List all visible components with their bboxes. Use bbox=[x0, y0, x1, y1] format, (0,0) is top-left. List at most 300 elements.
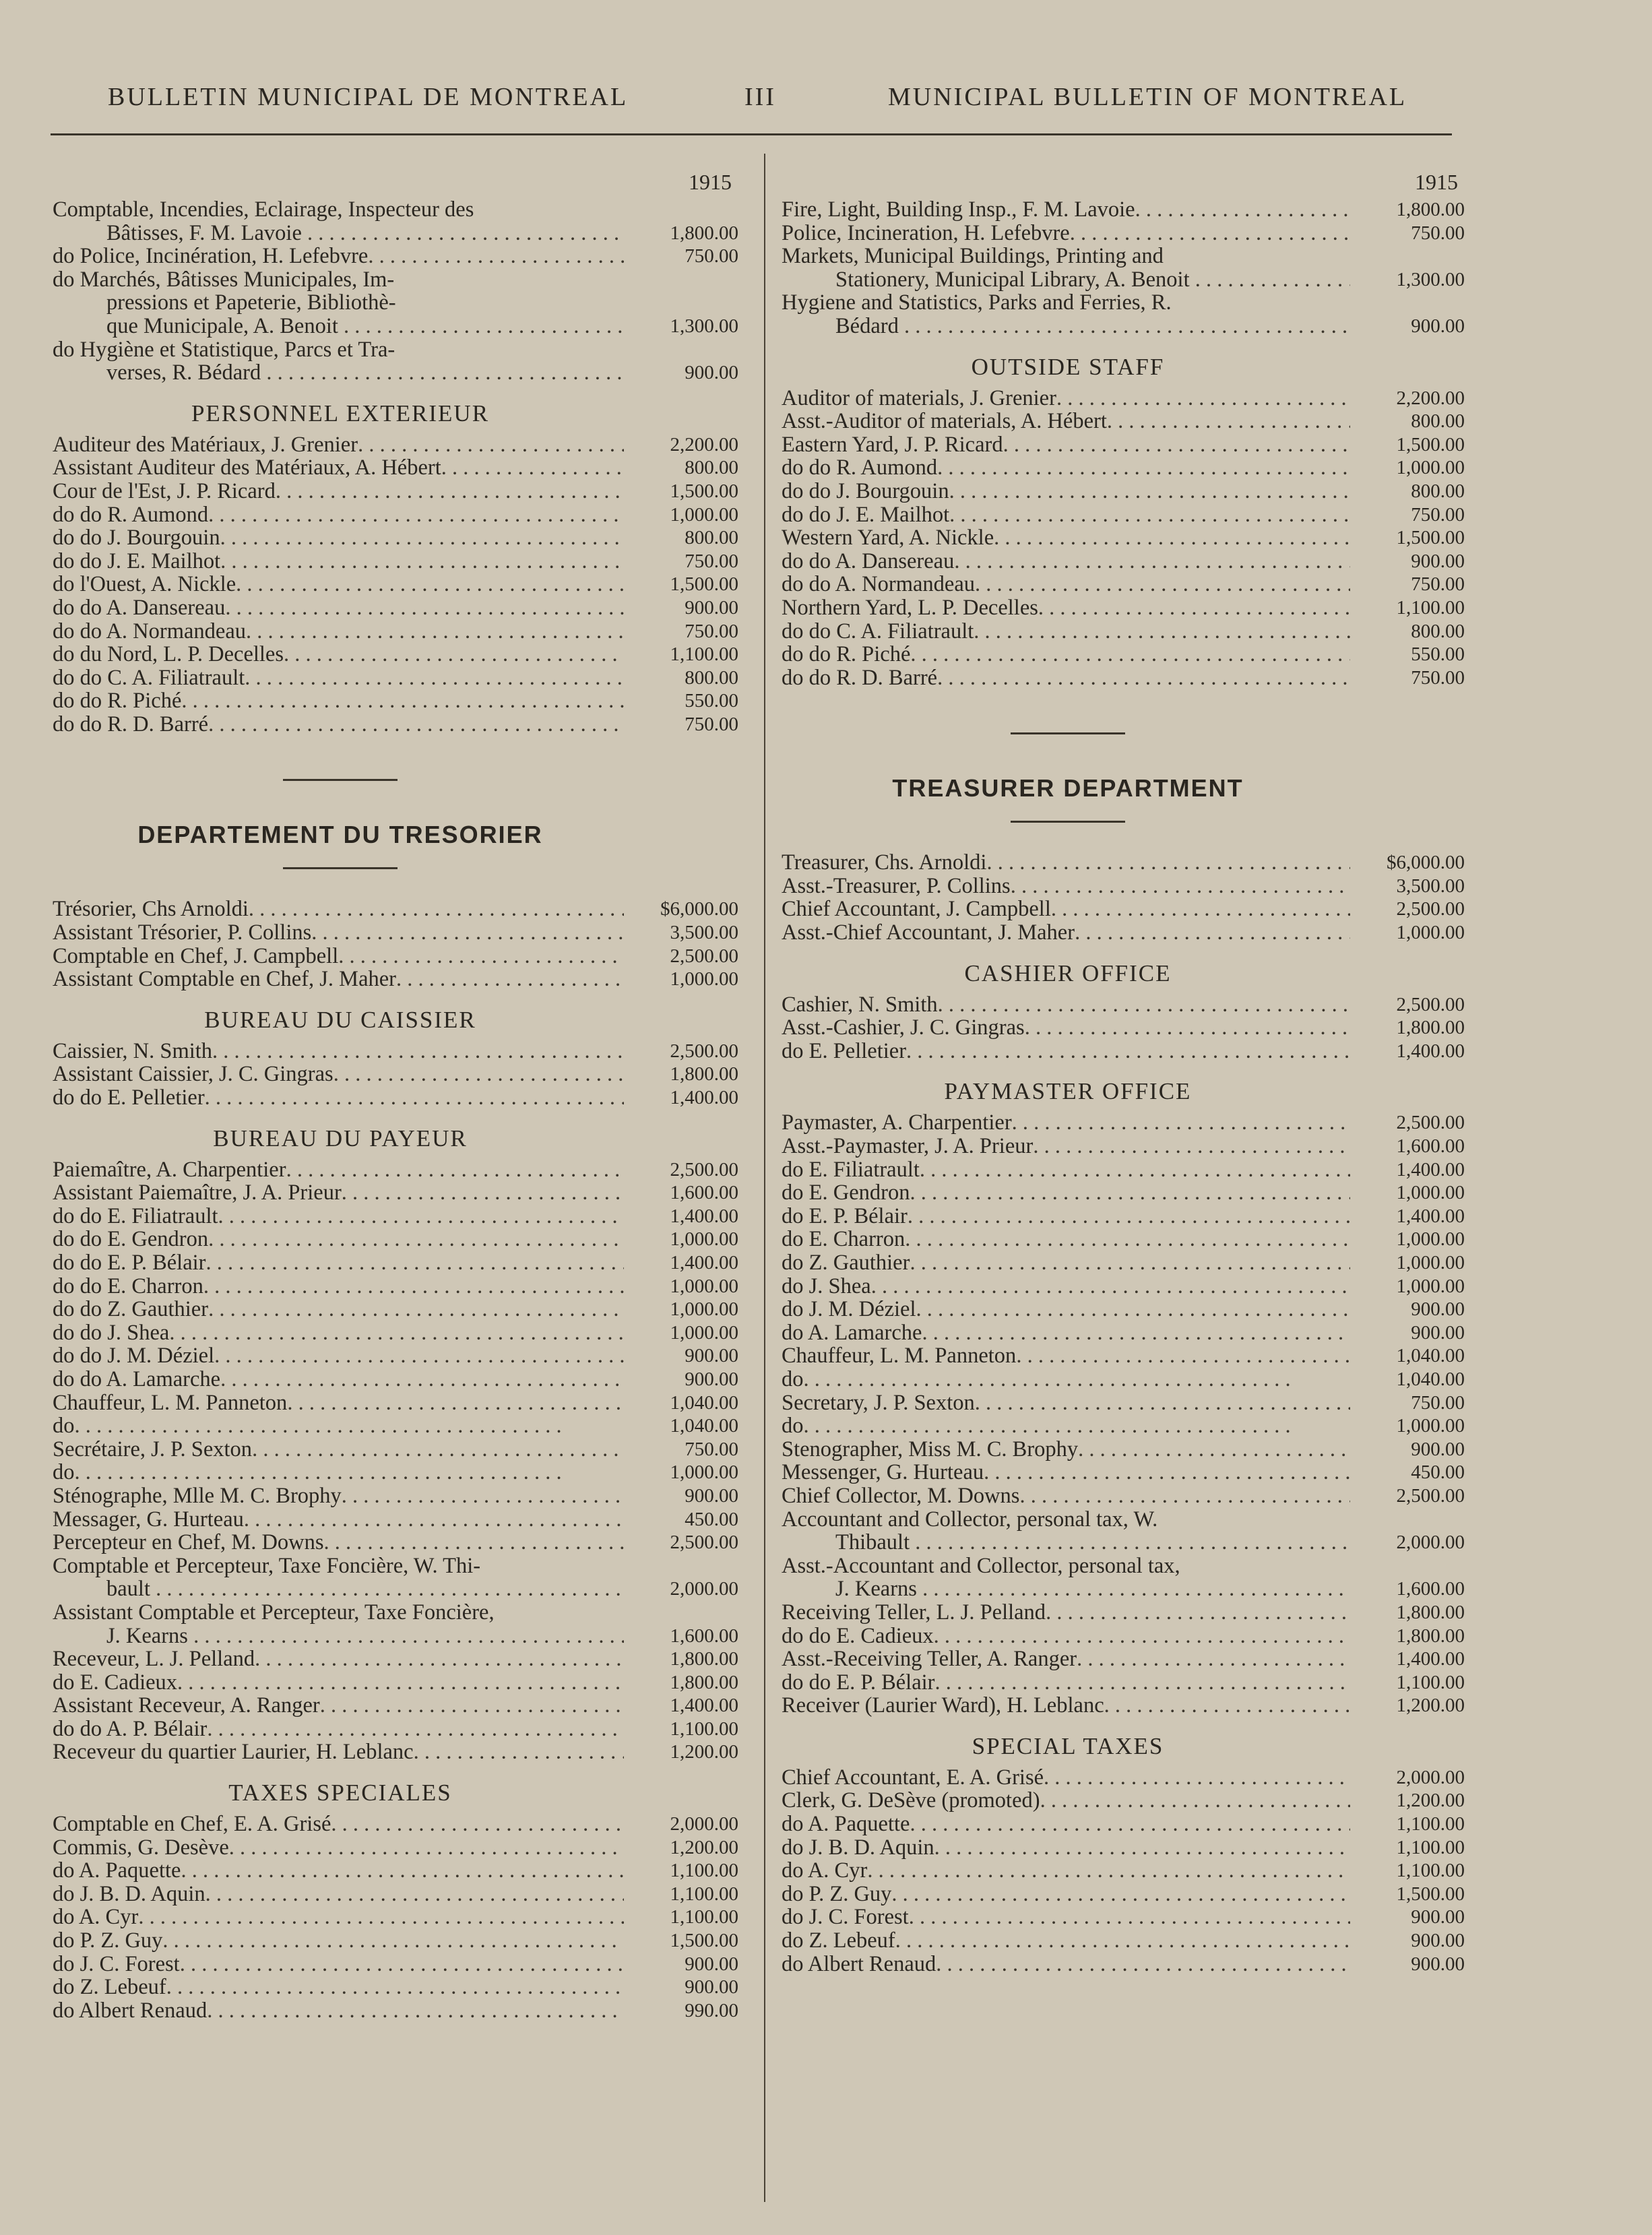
special-taxes-staff-amount: 900.00 bbox=[1411, 1953, 1465, 1975]
outside-staff-label-text: do do R. Piché . . . bbox=[782, 643, 1350, 666]
paymaster-staff-label bbox=[782, 1205, 1350, 1228]
paymaster-staff-amount: 1,040.00 bbox=[670, 1415, 738, 1437]
paymaster-staff-row bbox=[53, 1205, 742, 1228]
paymaster-staff-row bbox=[53, 1228, 742, 1251]
special-taxes-staff-amount: 1,100.00 bbox=[1396, 1813, 1465, 1835]
section-rule bbox=[283, 779, 398, 781]
special-taxes-staff-row bbox=[53, 1836, 742, 1860]
outside-staff-amount: 750.00 bbox=[1411, 503, 1465, 526]
paymaster-staff-label-text: Chauffeur, L. M. Panneton . . . bbox=[53, 1391, 624, 1415]
paymaster-staff-label-text: do do Z. Gauthier . . . bbox=[53, 1298, 624, 1321]
paymaster-staff-label-text: do do A. Lamarche . . . bbox=[53, 1368, 624, 1391]
outside-staff-label-text: Auditor of materials, J. Grenier . . . bbox=[782, 387, 1350, 410]
treasurer-staff-amount: 3,500.00 bbox=[670, 922, 738, 944]
outside-staff-label-text: do do A. Dansereau . . . bbox=[53, 596, 624, 620]
paymaster-staff-amount: 1,000.00 bbox=[1396, 1228, 1465, 1251]
paymaster-staff-label bbox=[53, 1251, 624, 1275]
special-taxes-staff-amount: 1,500.00 bbox=[670, 1930, 738, 1952]
special-taxes-staff-label bbox=[782, 1789, 1350, 1813]
paymaster-staff-label-line: J. Kearns . . . bbox=[53, 1625, 624, 1648]
paymaster-staff-label-text: Percepteur en Chef, M. Downs . . . bbox=[53, 1531, 624, 1554]
office-staff-label-line: Bâtisses, F. M. Lavoie . . . bbox=[53, 222, 624, 245]
office-staff-label-line: Police, Incineration, H. Lefebvre . . . bbox=[782, 222, 1350, 245]
special-taxes-staff-label bbox=[53, 1813, 624, 1836]
outside-staff-row bbox=[53, 713, 742, 736]
special-taxes-staff-label bbox=[53, 1953, 624, 1976]
outside-staff-label bbox=[782, 503, 1350, 527]
outside-staff-label-text: do do R. Aumond . . . bbox=[53, 503, 624, 527]
outside-staff-label-text: do do J. E. Mailhot . . . bbox=[53, 550, 624, 573]
paymaster-staff-label bbox=[782, 1158, 1350, 1182]
office-staff-amount: 900.00 bbox=[1411, 315, 1465, 337]
paymaster-staff-amount: 1,000.00 bbox=[670, 1228, 738, 1251]
outside-staff-label bbox=[782, 666, 1350, 690]
office-staff-amount: 900.00 bbox=[685, 362, 738, 384]
paymaster-staff-label bbox=[53, 1484, 624, 1508]
paymaster-staff-label-text: do do E. P. Bélair . . . bbox=[53, 1251, 624, 1275]
paymaster-staff-label-text: do do J. Shea . . . bbox=[53, 1321, 624, 1345]
paymaster-staff-label bbox=[53, 1601, 624, 1647]
office-staff-row bbox=[53, 268, 742, 338]
header-rule bbox=[51, 133, 1452, 135]
cashier-staff-row bbox=[53, 1040, 742, 1063]
paymaster-staff-label bbox=[53, 1344, 624, 1368]
cashier-staff-row bbox=[782, 1016, 1469, 1040]
paymaster-staff-amount: 1,400.00 bbox=[1396, 1158, 1465, 1181]
spacer bbox=[53, 736, 742, 779]
office-staff-row bbox=[782, 222, 1469, 245]
special-taxes-staff-amount: 900.00 bbox=[1411, 1906, 1465, 1928]
special-taxes-staff-label-text: do J. B. D. Aquin . . . bbox=[53, 1883, 624, 1906]
paymaster-staff-row bbox=[782, 1344, 1469, 1368]
paymaster-staff-amount: 1,100.00 bbox=[1396, 1671, 1465, 1693]
outside-staff-label bbox=[782, 387, 1350, 410]
office-staff-row bbox=[53, 198, 742, 245]
paymaster-staff-row bbox=[782, 1694, 1469, 1718]
treasurer-staff-amount: 2,500.00 bbox=[1396, 898, 1465, 920]
paymaster-staff-row bbox=[53, 1647, 742, 1671]
special-taxes-staff-row bbox=[782, 1929, 1469, 1953]
paymaster-staff-amount: 2,000.00 bbox=[1396, 1532, 1465, 1554]
cashier-staff-amount: 1,800.00 bbox=[1396, 1017, 1465, 1039]
special-taxes-staff-row bbox=[53, 1859, 742, 1883]
cashier-staff-label-text: Asst.-Cashier, J. C. Gingras . . . bbox=[782, 1016, 1350, 1040]
paymaster-staff-amount: 1,600.00 bbox=[1396, 1578, 1465, 1600]
paymaster-staff-row bbox=[53, 1740, 742, 1764]
treasurer-staff-amount: 1,000.00 bbox=[1396, 922, 1465, 944]
outside-staff-row bbox=[782, 573, 1469, 596]
office-staff-row bbox=[53, 338, 742, 385]
paymaster-staff-amount: 1,040.00 bbox=[1396, 1345, 1465, 1367]
paymaster-staff-label bbox=[53, 1531, 624, 1554]
outside-staff-label bbox=[782, 410, 1350, 433]
special-taxes-staff-label bbox=[53, 1883, 624, 1906]
special-taxes-staff-label bbox=[782, 1953, 1350, 1976]
paymaster-staff-amount: 1,200.00 bbox=[670, 1741, 738, 1763]
special-taxes-staff-label bbox=[782, 1836, 1350, 1860]
special-taxes-staff-label-text: do P. Z. Guy . . . bbox=[782, 1883, 1350, 1906]
paymaster-staff-row bbox=[782, 1554, 1469, 1601]
outside-staff-amount: 750.00 bbox=[685, 620, 738, 642]
section-heading-outside-staff: PERSONNEL EXTERIEUR bbox=[191, 400, 490, 427]
office-staff-label-line: pressions et Papeterie, Bibliothè- bbox=[106, 291, 396, 315]
office-staff-row bbox=[782, 291, 1469, 338]
special-taxes-staff-row bbox=[782, 1789, 1469, 1813]
paymaster-staff-amount: 1,400.00 bbox=[670, 1205, 738, 1227]
paymaster-staff-label bbox=[53, 1671, 624, 1695]
paymaster-staff-amount: 1,200.00 bbox=[1396, 1695, 1465, 1717]
outside-staff-label-text: do do R. Piché . . . bbox=[53, 689, 624, 713]
paymaster-staff-label bbox=[782, 1298, 1350, 1321]
paymaster-staff-row bbox=[782, 1508, 1469, 1554]
office-staff-amount: 750.00 bbox=[685, 245, 738, 267]
treasurer-staff-amount: $6,000.00 bbox=[1387, 852, 1465, 874]
cashier-staff-label bbox=[53, 1086, 624, 1110]
cashier-staff-label-text: do do E. Pelletier . . . bbox=[53, 1086, 624, 1110]
office-staff-amount: 750.00 bbox=[1411, 222, 1465, 244]
section-heading-cashier: BUREAU DU CAISSIER bbox=[204, 1006, 476, 1033]
paymaster-staff-amount: 1,800.00 bbox=[1396, 1601, 1465, 1623]
paymaster-staff-label bbox=[53, 1205, 624, 1228]
paymaster-staff-label-text: Secrétaire, J. P. Sexton . . . bbox=[53, 1438, 624, 1461]
treasurer-staff-row bbox=[53, 968, 742, 991]
paymaster-staff-amount: 900.00 bbox=[685, 1368, 738, 1390]
paymaster-staff-label bbox=[53, 1158, 624, 1182]
outside-staff-label-text: do do A. Normandeau . . . bbox=[53, 620, 624, 643]
treasurer-staff-label-text: Asst.-Treasurer, P. Collins . . . bbox=[782, 875, 1350, 898]
outside-staff-amount: 550.00 bbox=[685, 690, 738, 712]
office-staff-row bbox=[53, 245, 742, 268]
outside-staff-row bbox=[782, 620, 1469, 643]
special-taxes-staff-label-text: Commis, G. Desève . . . bbox=[53, 1836, 624, 1860]
office-staff-label-line: Bédard . . . bbox=[782, 315, 1350, 338]
outside-staff-amount: 750.00 bbox=[1411, 666, 1465, 689]
paymaster-staff-label-text: do do E. P. Bélair . . . bbox=[782, 1671, 1350, 1695]
section-heading-special-taxes: SPECIAL TAXES bbox=[972, 1732, 1164, 1759]
special-taxes-staff-amount: 1,100.00 bbox=[1396, 1836, 1465, 1858]
treasurer-staff-amount: 3,500.00 bbox=[1396, 875, 1465, 897]
paymaster-staff-amount: 900.00 bbox=[1411, 1321, 1465, 1344]
paymaster-staff-label-text: Paymaster, A. Charpentier . . . bbox=[782, 1111, 1350, 1135]
special-taxes-staff-label bbox=[53, 1976, 624, 1999]
outside-staff-row bbox=[53, 433, 742, 457]
office-staff-label bbox=[53, 198, 624, 245]
special-taxes-staff-amount: 900.00 bbox=[685, 1953, 738, 1975]
outside-staff-label-text: do do J. Bourgouin . . . bbox=[782, 480, 1350, 503]
outside-staff-amount: 900.00 bbox=[1411, 550, 1465, 572]
outside-staff-amount: 1,500.00 bbox=[1396, 527, 1465, 549]
paymaster-staff-label bbox=[53, 1368, 624, 1391]
cashier-staff-amount: 1,400.00 bbox=[1396, 1040, 1465, 1062]
outside-staff-amount: 1,000.00 bbox=[1396, 457, 1465, 479]
cashier-staff-label-text: Caissier, N. Smith . . . bbox=[53, 1040, 624, 1063]
paymaster-staff-row bbox=[782, 1461, 1469, 1484]
cashier-staff-label bbox=[782, 993, 1350, 1017]
outside-staff-row bbox=[53, 573, 742, 596]
office-staff-label bbox=[782, 198, 1350, 222]
outside-staff-label bbox=[53, 666, 624, 690]
special-taxes-staff-row bbox=[782, 1953, 1469, 1976]
outside-staff-row bbox=[53, 620, 742, 643]
special-taxes-staff-amount: 1,200.00 bbox=[670, 1836, 738, 1858]
paymaster-staff-label bbox=[782, 1181, 1350, 1205]
special-taxes-staff-amount: 1,100.00 bbox=[670, 1883, 738, 1905]
paymaster-staff-row bbox=[782, 1181, 1469, 1205]
paymaster-staff-label-text: Receveur, L. J. Pelland . . . bbox=[53, 1647, 624, 1671]
special-taxes-staff-amount: 900.00 bbox=[1411, 1930, 1465, 1952]
special-taxes-staff-label bbox=[53, 1929, 624, 1953]
paymaster-staff-label bbox=[53, 1391, 624, 1415]
paymaster-staff-label bbox=[53, 1508, 624, 1532]
spacer bbox=[782, 689, 1469, 732]
paymaster-staff-row bbox=[53, 1298, 742, 1321]
office-staff-label bbox=[53, 338, 624, 385]
paymaster-staff-row bbox=[53, 1368, 742, 1391]
paymaster-staff-label bbox=[782, 1368, 1350, 1391]
paymaster-staff-label-text: Receveur du quartier Laurier, H. Leblanc . . . bbox=[53, 1740, 624, 1764]
paymaster-staff-label-text: do E. Filiatrault . . . bbox=[782, 1158, 1350, 1182]
paymaster-staff-amount: 1,040.00 bbox=[1396, 1368, 1465, 1390]
outside-staff-label bbox=[53, 503, 624, 527]
paymaster-staff-amount: 1,000.00 bbox=[1396, 1275, 1465, 1297]
outside-staff-amount: 550.00 bbox=[1411, 643, 1465, 666]
office-staff-amount: 1,300.00 bbox=[670, 315, 738, 337]
treasurer-staff-row bbox=[782, 851, 1469, 875]
cashier-staff-amount: 2,500.00 bbox=[670, 1040, 738, 1062]
cashier-staff-row bbox=[53, 1063, 742, 1086]
cashier-staff-amount: 1,800.00 bbox=[670, 1063, 738, 1085]
treasurer-staff-label-text: Chief Accountant, J. Campbell . . . bbox=[782, 898, 1350, 921]
paymaster-staff-amount: 1,600.00 bbox=[1396, 1135, 1465, 1158]
paymaster-staff-label bbox=[782, 1671, 1350, 1695]
paymaster-staff-amount: 1,400.00 bbox=[670, 1252, 738, 1273]
office-staff-label-line: do Marchés, Bâtisses Municipales, Im- bbox=[53, 267, 395, 292]
outside-staff-label bbox=[53, 480, 624, 503]
paymaster-staff-row bbox=[53, 1391, 742, 1415]
office-staff-label bbox=[53, 268, 624, 338]
outside-staff-row bbox=[782, 480, 1469, 503]
paymaster-staff-amount: 900.00 bbox=[1411, 1298, 1465, 1321]
paymaster-staff-label-text: Chief Collector, M. Downs . . . bbox=[782, 1484, 1350, 1508]
cashier-staff-label-text: Assistant Caissier, J. C. Gingras . . . bbox=[53, 1063, 624, 1086]
special-taxes-staff-label-text: do Albert Renaud . . . bbox=[53, 1999, 624, 2023]
department-title: DEPARTEMENT DU TRESORIER bbox=[137, 821, 543, 849]
outside-staff-label-text: do do J. E. Mailhot . . . bbox=[782, 503, 1350, 527]
paymaster-staff-label-text: do . . . bbox=[782, 1414, 1350, 1438]
special-taxes-staff-label-text: do Z. Lebeuf . . . bbox=[53, 1976, 624, 1999]
office-staff-label-line: Comptable, Incendies, Eclairage, Inspecteur des bbox=[53, 198, 474, 222]
special-taxes-staff-row bbox=[53, 1906, 742, 1929]
outside-staff-label bbox=[53, 689, 624, 713]
outside-staff-label-text: do do A. Dansereau . . . bbox=[782, 550, 1350, 573]
paymaster-staff-label bbox=[782, 1275, 1350, 1298]
department-title: TREASURER DEPARTMENT bbox=[892, 774, 1244, 802]
paymaster-staff-label-line: J. Kearns . . . bbox=[782, 1577, 1350, 1601]
paymaster-staff-label-text: do do E. Filiatrault . . . bbox=[53, 1205, 624, 1228]
special-taxes-staff-label-text: do J. C. Forest . . . bbox=[782, 1906, 1350, 1929]
outside-staff-label bbox=[53, 596, 624, 620]
paymaster-staff-label bbox=[53, 1554, 624, 1601]
paymaster-staff-amount: 1,400.00 bbox=[1396, 1205, 1465, 1227]
special-taxes-staff-row bbox=[782, 1906, 1469, 1929]
special-taxes-staff-amount: 990.00 bbox=[685, 1999, 738, 2021]
paymaster-staff-label-text: Asst.-Receiving Teller, A. Ranger . . . bbox=[782, 1647, 1350, 1671]
paymaster-staff-label bbox=[782, 1694, 1350, 1718]
outside-staff-label bbox=[782, 573, 1350, 596]
paymaster-staff-label bbox=[782, 1111, 1350, 1135]
special-taxes-staff-amount: 1,100.00 bbox=[670, 1906, 738, 1928]
outside-staff-label bbox=[53, 643, 624, 666]
office-staff-label bbox=[782, 245, 1350, 291]
outside-staff-amount: 800.00 bbox=[685, 527, 738, 549]
paymaster-staff-label bbox=[53, 1740, 624, 1764]
running-header-english: MUNICIPAL BULLETIN OF MONTREAL bbox=[888, 83, 1407, 111]
paymaster-staff-row bbox=[782, 1368, 1469, 1391]
treasurer-staff-amount: 2,500.00 bbox=[670, 945, 738, 967]
paymaster-staff-label-text: Chauffeur, L. M. Panneton . . . bbox=[782, 1344, 1350, 1368]
paymaster-staff-amount: 1,600.00 bbox=[670, 1625, 738, 1647]
special-taxes-staff-amount: 1,100.00 bbox=[670, 1860, 738, 1882]
paymaster-staff-label-text: do . . . bbox=[53, 1461, 624, 1484]
special-taxes-staff-label-text: do Z. Lebeuf . . . bbox=[782, 1929, 1350, 1953]
outside-staff-label-text: Assistant Auditeur des Matériaux, A. Hébert . . . bbox=[53, 456, 624, 480]
paymaster-staff-row bbox=[782, 1625, 1469, 1648]
paymaster-staff-row bbox=[782, 1391, 1469, 1415]
special-taxes-staff-amount: 1,500.00 bbox=[1396, 1883, 1465, 1905]
paymaster-staff-amount: 1,600.00 bbox=[670, 1182, 738, 1204]
paymaster-staff-label bbox=[782, 1344, 1350, 1368]
paymaster-staff-row bbox=[53, 1344, 742, 1368]
page-number: III bbox=[744, 83, 776, 111]
outside-staff-row bbox=[782, 410, 1469, 433]
treasurer-staff-row bbox=[53, 898, 742, 921]
section-rule bbox=[1011, 821, 1125, 823]
paymaster-staff-label-text: do do J. M. Déziel . . . bbox=[53, 1344, 624, 1368]
spacer bbox=[782, 805, 1469, 821]
cashier-staff-label bbox=[782, 1040, 1350, 1063]
paymaster-staff-label bbox=[53, 1718, 624, 1741]
office-staff-label bbox=[782, 222, 1350, 245]
paymaster-staff-amount: 2,000.00 bbox=[670, 1578, 738, 1600]
paymaster-staff-row bbox=[782, 1158, 1469, 1182]
outside-staff-label bbox=[782, 526, 1350, 550]
section-rule bbox=[1011, 732, 1125, 734]
treasurer-staff-label bbox=[782, 851, 1350, 875]
paymaster-staff-row bbox=[53, 1158, 742, 1182]
treasurer-staff-label bbox=[53, 945, 624, 968]
special-taxes-staff-label-text: Comptable en Chef, E. A. Grisé . . . bbox=[53, 1813, 624, 1836]
paymaster-staff-amount: 450.00 bbox=[685, 1508, 738, 1530]
paymaster-staff-label-text: Asst.-Paymaster, J. A. Prieur . . . bbox=[782, 1135, 1350, 1158]
year-label: 1915 bbox=[689, 170, 732, 194]
outside-staff-label bbox=[782, 456, 1350, 480]
paymaster-staff-label bbox=[782, 1251, 1350, 1275]
outside-staff-label-text: do do C. A. Filiatrault . . . bbox=[782, 620, 1350, 643]
paymaster-staff-row bbox=[782, 1135, 1469, 1158]
paymaster-staff-row bbox=[53, 1601, 742, 1647]
special-taxes-staff-row bbox=[782, 1883, 1469, 1906]
paymaster-staff-label bbox=[53, 1228, 624, 1251]
special-taxes-staff-label-text: Clerk, G. DeSève (promoted) . . . bbox=[782, 1789, 1350, 1813]
outside-staff-label bbox=[53, 713, 624, 736]
cashier-staff-row bbox=[782, 993, 1469, 1017]
special-taxes-staff-row bbox=[782, 1766, 1469, 1790]
office-staff-label-line: Fire, Light, Building Insp., F. M. Lavoie . . . bbox=[782, 198, 1350, 222]
outside-staff-label bbox=[782, 433, 1350, 457]
outside-staff-row bbox=[53, 456, 742, 480]
outside-staff-amount: 750.00 bbox=[685, 550, 738, 572]
paymaster-staff-row bbox=[782, 1671, 1469, 1695]
office-staff-label-line: do Police, Incinération, H. Lefebvre . . . bbox=[53, 245, 624, 268]
running-header-french: BULLETIN MUNICIPAL DE MONTREAL bbox=[108, 83, 629, 111]
office-staff-label bbox=[53, 245, 624, 268]
outside-staff-label-text: do l'Ouest, A. Nickle . . . bbox=[53, 573, 624, 596]
paymaster-staff-row bbox=[782, 1205, 1469, 1228]
special-taxes-staff-label-text: do P. Z. Guy . . . bbox=[53, 1929, 624, 1953]
outside-staff-row bbox=[782, 433, 1469, 457]
outside-staff-row bbox=[782, 550, 1469, 573]
outside-staff-amount: 800.00 bbox=[685, 457, 738, 479]
outside-staff-label bbox=[53, 433, 624, 457]
outside-staff-row bbox=[53, 526, 742, 550]
outside-staff-label bbox=[782, 620, 1350, 643]
paymaster-staff-label-text: Secretary, J. P. Sexton . . . bbox=[782, 1391, 1350, 1415]
paymaster-staff-row bbox=[53, 1275, 742, 1298]
special-taxes-staff-label bbox=[53, 1836, 624, 1860]
paymaster-staff-label-text: Stenographer, Miss M. C. Brophy . . . bbox=[782, 1438, 1350, 1461]
cashier-staff-row bbox=[782, 1040, 1469, 1063]
paymaster-staff-row bbox=[782, 1414, 1469, 1438]
paymaster-staff-label bbox=[53, 1181, 624, 1205]
paymaster-staff-amount: 1,100.00 bbox=[670, 1718, 738, 1740]
office-staff-row bbox=[782, 198, 1469, 222]
outside-staff-amount: 800.00 bbox=[1411, 620, 1465, 642]
section-heading-special-taxes: TAXES SPECIALES bbox=[228, 1780, 452, 1806]
outside-staff-label-text: do do R. D. Barré . . . bbox=[782, 666, 1350, 690]
paymaster-staff-row bbox=[782, 1647, 1469, 1671]
paymaster-staff-row bbox=[782, 1438, 1469, 1461]
paymaster-staff-label-text: do . . . bbox=[782, 1368, 1350, 1391]
outside-staff-amount: 1,100.00 bbox=[670, 643, 738, 666]
special-taxes-staff-amount: 2,000.00 bbox=[670, 1813, 738, 1835]
paymaster-staff-label bbox=[782, 1414, 1350, 1438]
outside-staff-label bbox=[53, 526, 624, 550]
paymaster-staff-label-text: do E. P. Bélair . . . bbox=[782, 1205, 1350, 1228]
section-heading-cashier: CASHIER OFFICE bbox=[964, 959, 1172, 986]
paymaster-staff-label-text: do E. Charron . . . bbox=[782, 1228, 1350, 1251]
office-staff-row bbox=[782, 245, 1469, 291]
outside-staff-label bbox=[782, 480, 1350, 503]
paymaster-staff-amount: 1,000.00 bbox=[1396, 1252, 1465, 1273]
outside-staff-row bbox=[782, 456, 1469, 480]
paymaster-staff-label-text: do J. Shea . . . bbox=[782, 1275, 1350, 1298]
outside-staff-row bbox=[53, 643, 742, 666]
paymaster-staff-label-text: do Z. Gauthier . . . bbox=[782, 1251, 1350, 1275]
paymaster-staff-amount: 1,000.00 bbox=[1396, 1415, 1465, 1437]
outside-staff-amount: 1,500.00 bbox=[670, 573, 738, 596]
paymaster-staff-amount: 2,500.00 bbox=[670, 1158, 738, 1181]
outside-staff-label bbox=[53, 456, 624, 480]
section-heading-paymaster: BUREAU DU PAYEUR bbox=[213, 1125, 468, 1152]
special-taxes-staff-amount: 1,100.00 bbox=[1396, 1860, 1465, 1882]
special-taxes-staff-label-text: do A. Paquette . . . bbox=[53, 1859, 624, 1883]
outside-staff-row bbox=[53, 550, 742, 573]
paymaster-staff-label bbox=[53, 1275, 624, 1298]
treasurer-staff-label bbox=[53, 898, 624, 921]
office-staff-label bbox=[782, 291, 1350, 338]
paymaster-staff-row bbox=[782, 1601, 1469, 1625]
paymaster-staff-amount: 750.00 bbox=[685, 1438, 738, 1460]
